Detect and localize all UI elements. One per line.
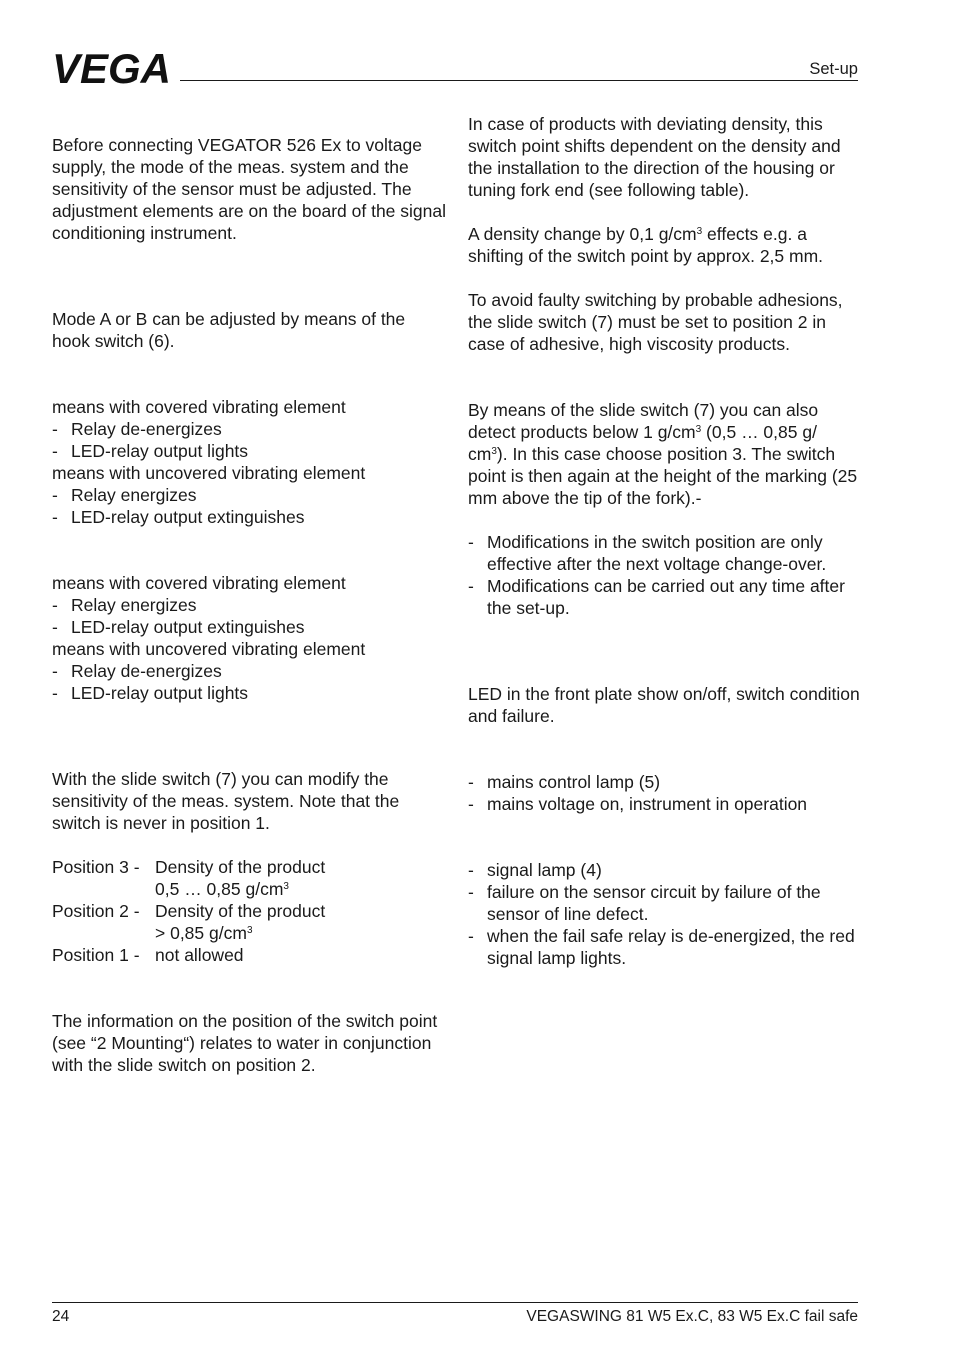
- list-item: - LED-relay output extinguishes: [52, 616, 447, 638]
- sensitivity-paragraph: With the slide switch (7) you can modify the sensitivity of the meas. system. Note that the switch is never in position 1.: [52, 769, 400, 833]
- list-item: - LED-relay output extinguishes: [52, 506, 447, 528]
- signal-list: [468, 859, 860, 969]
- text-run: effects e.g. a shifting of the switch point by approx. 2,5 mm.: [468, 224, 824, 266]
- position-line: Density of the product: [155, 901, 326, 921]
- mode-a-uncovered: means with uncovered vibrating element: [52, 463, 366, 483]
- list-item: - signal lamp (4): [468, 859, 860, 881]
- superscript: 3: [695, 424, 702, 435]
- position-label: Position 2 -: [52, 901, 140, 921]
- mode-b-uncovered-list: [52, 660, 447, 704]
- position-table: [52, 856, 447, 966]
- superscript: 3: [283, 881, 289, 892]
- list-item: - Modifications can be carried out any time after the set-up.: [468, 575, 860, 619]
- list-item: - Modifications in the switch position are only effective after the next voltage change-over.: [468, 531, 860, 575]
- list-item: - Relay energizes: [52, 594, 447, 616]
- text-run: By means of the slide switch (7) you can also detect products below 1 g/cm: [468, 400, 819, 442]
- mode-a-block: [52, 396, 447, 528]
- right-column: [468, 113, 860, 969]
- section-title: Set-up: [809, 60, 858, 78]
- switch-point-paragraph: The information on the position of the switch point (see “2 Mounting“) relates to water in conjunction with the slide switch on position 2.: [52, 1011, 438, 1075]
- list-item: - Relay de-energizes: [52, 418, 447, 440]
- list-item: - mains control lamp (5): [468, 771, 860, 793]
- list-item: - failure on the sensor circuit by failure of the sensor of line defect.: [468, 881, 860, 925]
- page-number: 24: [52, 1308, 70, 1325]
- vega-logo: [52, 52, 172, 84]
- low-density-paragraph: [468, 399, 860, 509]
- mode-a-covered: means with covered vibrating element: [52, 397, 346, 417]
- position-label: Position 3 -: [52, 857, 140, 877]
- density-paragraph: In case of products with deviating density, this switch point shifts dependent on the density and the installation to the direction of the housing or tuning fork end (see following table).: [468, 114, 841, 200]
- density-change-paragraph: [468, 223, 860, 267]
- mains-list: [468, 771, 860, 815]
- mode-a-uncovered-list: [52, 484, 447, 528]
- list-item: - mains voltage on, instrument in operation: [468, 793, 860, 815]
- position-line: Density of the product: [155, 857, 326, 877]
- footer-rule: [52, 1302, 858, 1303]
- text-run: (0,5 … 0,85 g/ cm: [468, 422, 817, 464]
- intro-paragraph: Before connecting VEGATOR 526 Ex to voltage supply, the mode of the meas. system and the sensitivity of the sensor must be adjusted. The adjustment elements are on the board of the signal conditioning instrument.: [52, 135, 446, 243]
- text-run: A density change by 0,1 g/cm: [468, 224, 697, 244]
- logo-text: VEGA: [52, 52, 171, 84]
- position-line: > 0,85 g/cm: [155, 923, 247, 943]
- text-run: ). In this case choose position 3. The switch point is then again at the height of the marking (25 mm above the tip of the fork).-: [468, 444, 858, 508]
- footer-title: VEGASWING 81 W5 Ex.C, 83 W5 Ex.C fail safe: [526, 1308, 858, 1325]
- notes-list: [468, 531, 860, 619]
- position-label: Position 1 -: [52, 945, 140, 965]
- position-value: not allowed: [155, 945, 244, 965]
- list-item: - LED-relay output lights: [52, 682, 447, 704]
- position-value: [155, 900, 447, 944]
- led-paragraph: LED in the front plate show on/off, switch condition and failure.: [468, 684, 860, 726]
- superscript: 3: [246, 925, 253, 936]
- position-value: [155, 856, 447, 900]
- position-line: 0,5 … 0,85 g/cm: [155, 879, 284, 899]
- superscript: 3: [696, 226, 703, 237]
- mode-b-covered-list: [52, 594, 447, 638]
- mode-b-covered: means with covered vibrating element: [52, 573, 346, 593]
- list-item: - LED-relay output lights: [52, 440, 447, 462]
- left-column: [52, 134, 447, 1076]
- mode-paragraph: Mode A or B can be adjusted by means of the hook switch (6).: [52, 309, 406, 351]
- mode-a-covered-list: [52, 418, 447, 462]
- superscript: 3: [491, 446, 497, 457]
- list-item: - when the fail safe relay is de-energized, the red signal lamp lights.: [468, 925, 860, 969]
- list-item: - Relay energizes: [52, 484, 447, 506]
- mode-b-uncovered: means with uncovered vibrating element: [52, 639, 366, 659]
- list-item: - Relay de-energizes: [52, 660, 447, 682]
- mode-b-block: [52, 572, 447, 704]
- adhesion-paragraph: To avoid faulty switching by probable adhesions, the slide switch (7) must be set to position 2 in case of adhesive, high viscosity products.: [468, 290, 843, 354]
- header-rule: [180, 80, 858, 81]
